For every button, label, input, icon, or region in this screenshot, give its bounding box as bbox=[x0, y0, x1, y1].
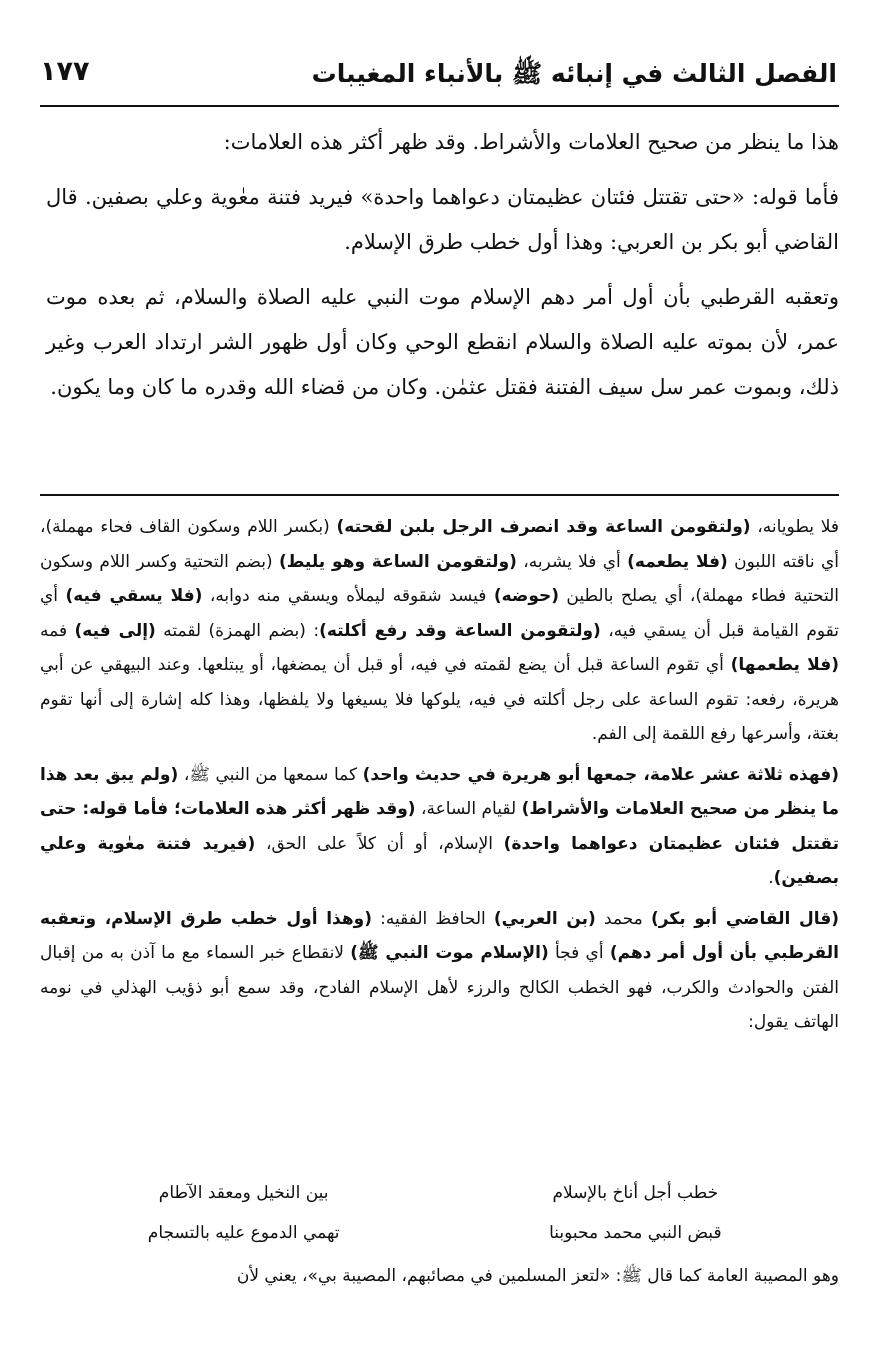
bold-quote-text: (فلا يسقي فيه) bbox=[65, 586, 203, 606]
commentary-divider bbox=[40, 494, 839, 496]
commentary-text: (بكسر اللام وسكون القاف فحاء مهملة)، أي ناقته اللبون bbox=[40, 517, 839, 572]
commentary-text: لانقطاع خبر السماء مع ما آذن به من إقبال الفتن والحوادث والكرب، فهو الخطب الكالح والرزء لأهل الإسلام الفادح، وقد سمع أبو ذؤيب الهذلي في نومه الهاتف يقول: bbox=[40, 943, 839, 1032]
commentary-text: لقيام الساعة، bbox=[415, 799, 522, 819]
main-paragraph: هذا ما ينظر من صحيح العلامات والأشراط. وقد ظهر أكثر هذه العلامات: bbox=[223, 130, 839, 154]
verse-second-hemistich: بين النخيل ومعقد الآطام bbox=[158, 1183, 329, 1203]
running-title: الفصل الثالث في إنبائه ﷺ بالأنباء المغيبات bbox=[311, 59, 837, 88]
commentary-text: أي فجأ bbox=[548, 943, 610, 963]
commentary-text: الحافظ الفقيه: bbox=[372, 908, 494, 929]
commentary-text: فلا يطويانه، bbox=[750, 517, 839, 537]
main-text bbox=[46, 120, 839, 410]
main-paragraph: وتعقبه القرطبي بأن أول أمر دهم الإسلام موت النبي عليه الصلاة والسلام، ثم بعده موت عمر، لأن بموته عليه الصلاة والسلام انقطع الوحي وكان أول ظهور الشر ارتداد العرب وغير ذلك، وبموت عمر سل سيف الفتنة فقتل عثمٰن. وكان من قضاء الله وقدره ما كان وما يكون. bbox=[46, 285, 839, 399]
header-divider bbox=[40, 105, 839, 107]
commentary-text: . bbox=[768, 868, 774, 888]
bold-quote-text: (فيريد فتنة معٰوية وعلي بصفين) bbox=[40, 833, 839, 888]
bold-quote-text: (ولم يبق بعد هذا ما ينظر من صحيح العلامات والأشراط) bbox=[40, 764, 839, 819]
bold-quote-text: (حوضه) bbox=[493, 586, 559, 606]
bold-quote-text: (وقد ظهر أكثر هذه العلامات؛ فأما قوله: حتى تقتتل فئتان عظيمتان دعواهما واحدة) bbox=[40, 799, 839, 854]
verse-second-hemistich: تهمي الدموع عليه بالتسجام bbox=[147, 1223, 340, 1243]
bold-quote-text: (ولتقومن الساعة وقد انصرف الرجل بلبن لقحته) bbox=[336, 517, 751, 537]
commentary-paragraph bbox=[40, 510, 839, 752]
commentary-text: كما سمعها من النبي ﷺ، bbox=[178, 764, 363, 785]
commentary-text: : (بضم الهمزة) لقمته bbox=[155, 620, 320, 641]
poem-verse bbox=[70, 1213, 809, 1253]
page-header bbox=[40, 52, 839, 96]
page-number: ١٧٧ bbox=[40, 56, 90, 87]
verse-first-hemistich: خطب أجل أناخ بالإسلام bbox=[552, 1183, 719, 1203]
commentary-text: فمه bbox=[40, 620, 75, 641]
commentary-text: محمد bbox=[595, 908, 651, 929]
commentary-paragraph bbox=[40, 758, 839, 896]
poem-verse bbox=[70, 1173, 809, 1213]
main-paragraph: فأما قوله: «حتى تقتتل فئتان عظيمتان دعواهما واحدة» فيريد فتنة معٰوية وعلي بصفين. قال القاضي أبو بكر بن العربي: وهذا أول خطب طرق الإسلام. bbox=[46, 185, 839, 254]
commentary-text: أي تقوم الساعة قبل أن يضع لقمته في فيه، أو قبل أن يمضغها، أو يبتلعها. وعند البيهقي عن أبي هريرة، رفعه: تقوم الساعة على رجل أكلته في فيه، يلوكها فلا يسيغها ولا يلفظها، وهذا كله إشارة إلى أنها تقوم بغتة، وأسرعها رفع اللقمة إلى الفم. bbox=[40, 655, 839, 744]
commentary bbox=[40, 510, 839, 1040]
commentary-paragraph bbox=[40, 902, 839, 1040]
bold-quote-text: (فلا يطعمها) bbox=[730, 655, 839, 675]
commentary-text: أي تقوم القيامة قبل أن يسقي فيه، bbox=[40, 586, 839, 641]
commentary-text: الإسلام، أو أن كلاً على الحق، bbox=[255, 833, 504, 854]
bold-quote-text: (بن العربي) bbox=[493, 908, 596, 929]
commentary-text: أي فلا يشربه، bbox=[516, 551, 628, 572]
bold-quote-text: (وهذا أول خطب طرق الإسلام، وتعقبه القرطبي بأن أول أمر دهم) bbox=[40, 908, 839, 963]
bold-quote-text: (فلا يطعمه) bbox=[627, 551, 728, 572]
bold-quote-text: (ولتقومن الساعة وقد رفع أكلته) bbox=[319, 620, 601, 641]
commentary-text: فيسد شقوقه ليملأه ويسقي منه دوابه، bbox=[202, 586, 494, 606]
bold-quote-text: (فهذه ثلاثة عشر علامة، جمعها أبو هريرة في حديث واحد) bbox=[362, 764, 839, 785]
bold-quote-text: (إلى فيه) bbox=[74, 620, 156, 641]
commentary-paragraph: وهو المصيبة العامة كما قال ﷺ: «لتعز المسلمين في مصائبهم، المصيبة بي»، يعني لأن bbox=[236, 1266, 839, 1286]
bold-quote-text: (قال القاضي أبو بكر) bbox=[650, 908, 839, 929]
poem bbox=[70, 1173, 809, 1253]
bold-quote-text: (ولتقومن الساعة وهو يليط) bbox=[278, 551, 517, 572]
commentary-text: (بضم التحتية وكسر اللام وسكون التحتية فطاء مهملة)، أي يصلح بالطين bbox=[40, 551, 839, 606]
verse-first-hemistich: قبض النبي محمد محبوبنا bbox=[549, 1223, 722, 1243]
bold-quote-text: (الإسلام موت النبي ﷺ) bbox=[350, 943, 549, 963]
